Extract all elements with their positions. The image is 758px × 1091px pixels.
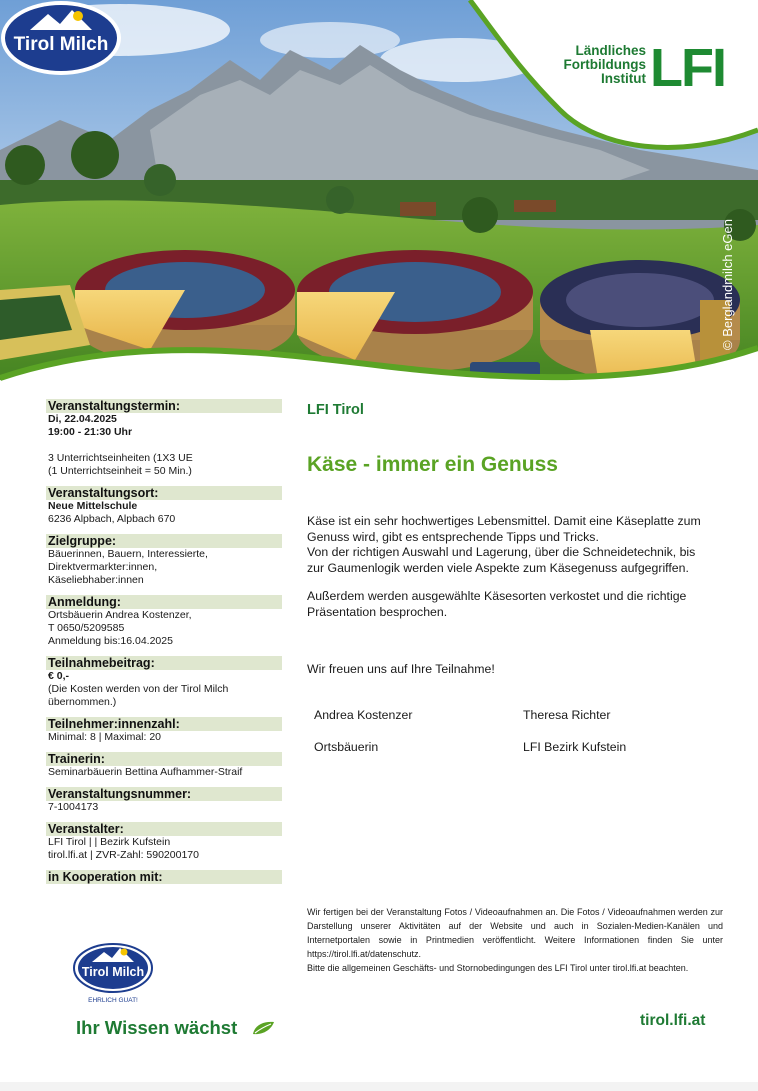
desc-line-3: Von der richtigen Auswahl und Lagerung, über die Schneidetechnik, bis bbox=[307, 545, 696, 559]
lfi-word-3: Institut bbox=[601, 71, 646, 86]
anmeldung-label: Anmeldung: bbox=[46, 595, 282, 609]
section-teilnehmer bbox=[46, 717, 282, 744]
nummer-value: 7-1004173 bbox=[48, 801, 99, 813]
photo-disclaimer bbox=[307, 905, 723, 975]
disclaimer-text: Wir fertigen bei der Veranstaltung Fotos / Videoaufnahmen an. Die Fotos / Videoaufnahmen werden zur Darstellung unserer Aktivitäten auf der Website und auch in Sozialen-Medien-Kanälen und Internetportalen sowie in Printmedien veröffentlicht. Weitere Informationen finden Sie unter https://tirol.lfi.at/datenschutz. bbox=[307, 907, 723, 959]
section-zielgruppe bbox=[46, 534, 282, 587]
tirol-milch-logo bbox=[0, 0, 122, 76]
section-termin bbox=[46, 399, 282, 478]
ort-address: 6236 Alpbach, Alpbach 670 bbox=[48, 513, 176, 525]
event-details bbox=[46, 399, 282, 884]
signature-2-name: Theresa Richter bbox=[523, 708, 611, 722]
lfi-words bbox=[558, 44, 646, 86]
lfi-wordmark: LFI bbox=[650, 38, 725, 98]
hero-image bbox=[0, 0, 758, 400]
units-line-1: 3 Unterrichtseinheiten (1X3 UE bbox=[48, 452, 193, 464]
veranstalter-label: Veranstalter: bbox=[46, 822, 282, 836]
photo-credit: © Berglandmilch eGen bbox=[720, 219, 735, 350]
veranstalter-line-1: LFI Tirol | | Bezirk Kufstein bbox=[48, 836, 171, 848]
units-line-2: (1 Unterrichtseinheit = 50 Min.) bbox=[48, 465, 192, 477]
ort-label: Veranstaltungsort: bbox=[46, 486, 282, 500]
termin-label: Veranstaltungstermin: bbox=[46, 399, 282, 413]
tirol-milch-partner-logo bbox=[72, 940, 154, 1004]
lfi-word-2: Fortbildungs bbox=[563, 57, 646, 72]
section-anmeldung bbox=[46, 595, 282, 648]
lfi-logo bbox=[558, 38, 748, 104]
zielgruppe-line-3: Käseliebhaber:innen bbox=[48, 574, 144, 586]
termin-time: 19:00 - 21:30 Uhr bbox=[48, 426, 133, 438]
trainerin-value: Seminarbäuerin Bettina Aufhammer-Straif bbox=[48, 766, 243, 778]
teilnehmer-value: Minimal: 8 | Maximal: 20 bbox=[48, 731, 162, 743]
disclaimer-terms: Bitte die allgemeinen Geschäfts- und Stornobedingungen des LFI Tirol unter tirol.lfi.at beachten. bbox=[307, 963, 689, 973]
anmeldung-deadline: Anmeldung bis:16.04.2025 bbox=[48, 635, 173, 647]
desc-line-5: Außerdem werden ausgewählte Käsesorten verkostet und die richtige bbox=[307, 589, 687, 603]
page-bottom-edge bbox=[0, 1082, 758, 1091]
event-title: Käse - immer ein Genuss bbox=[307, 453, 558, 476]
section-kooperation bbox=[46, 870, 282, 884]
beitrag-label: Teilnahmebeitrag: bbox=[46, 656, 282, 670]
termin-date: Di, 22.04.2025 bbox=[48, 413, 117, 425]
leaf-icon bbox=[251, 1020, 275, 1036]
desc-line-6: Präsentation besprochen. bbox=[307, 604, 448, 619]
kooperation-label: in Kooperation mit: bbox=[46, 870, 282, 884]
desc-line-4: zur Gaumenlogik werden viele Aspekte zum Käsegenuss aufgegriffen. bbox=[307, 560, 689, 575]
veranstalter-line-2: tirol.lfi.at | ZVR-Zahl: 590200170 bbox=[48, 849, 199, 861]
slogan: Ihr Wissen wächst bbox=[76, 1017, 238, 1038]
beitrag-note-1: (Die Kosten werden von der Tirol Milch bbox=[48, 683, 229, 695]
lfi-word-1: Ländliches bbox=[575, 43, 646, 58]
section-nummer bbox=[46, 787, 282, 814]
partner-tagline: EHRLICH GUAT! bbox=[88, 997, 138, 1004]
anmeldung-phone: T 0650/5209585 bbox=[48, 622, 125, 634]
organizer-name: LFI Tirol bbox=[307, 402, 364, 418]
signature-2-role: LFI Bezirk Kufstein bbox=[523, 740, 627, 754]
description-paragraph-2 bbox=[307, 589, 723, 620]
zielgruppe-label: Zielgruppe: bbox=[46, 534, 282, 548]
section-trainerin bbox=[46, 752, 282, 779]
teilnehmer-label: Teilnehmer:innenzahl: bbox=[46, 717, 282, 731]
beitrag-value: € 0,- bbox=[48, 670, 70, 682]
section-ort bbox=[46, 486, 282, 526]
anmeldung-contact: Ortsbäuerin Andrea Kostenzer, bbox=[48, 609, 192, 621]
trainerin-label: Trainerin: bbox=[46, 752, 282, 766]
partner-wordmark: Tirol Milch bbox=[81, 965, 145, 979]
description-paragraph-1 bbox=[307, 514, 723, 576]
beitrag-note-2: übernommen.) bbox=[48, 696, 117, 708]
tirol-milch-wordmark: Tirol Milch bbox=[13, 34, 109, 55]
desc-line-1: Käse ist ein sehr hochwertiges Lebensmittel. Damit eine Käseplatte zum bbox=[307, 514, 701, 528]
section-beitrag bbox=[46, 656, 282, 709]
zielgruppe-line-1: Bäuerinnen, Bauern, Interessierte, bbox=[48, 548, 208, 560]
ort-name: Neue Mittelschule bbox=[48, 500, 138, 512]
zielgruppe-line-2: Direktvermarkter:innen, bbox=[48, 561, 158, 573]
section-veranstalter bbox=[46, 822, 282, 862]
signature-1-name: Andrea Kostenzer bbox=[314, 708, 413, 722]
signature-1-role: Ortsbäuerin bbox=[314, 740, 379, 754]
website-link[interactable]: tirol.lfi.at bbox=[640, 1012, 706, 1029]
desc-line-2: Genuss wird, gibt es entsprechende Tipps und Tricks. bbox=[307, 529, 599, 544]
greeting: Wir freuen uns auf Ihre Teilnahme! bbox=[307, 662, 495, 676]
nummer-label: Veranstaltungsnummer: bbox=[46, 787, 282, 801]
